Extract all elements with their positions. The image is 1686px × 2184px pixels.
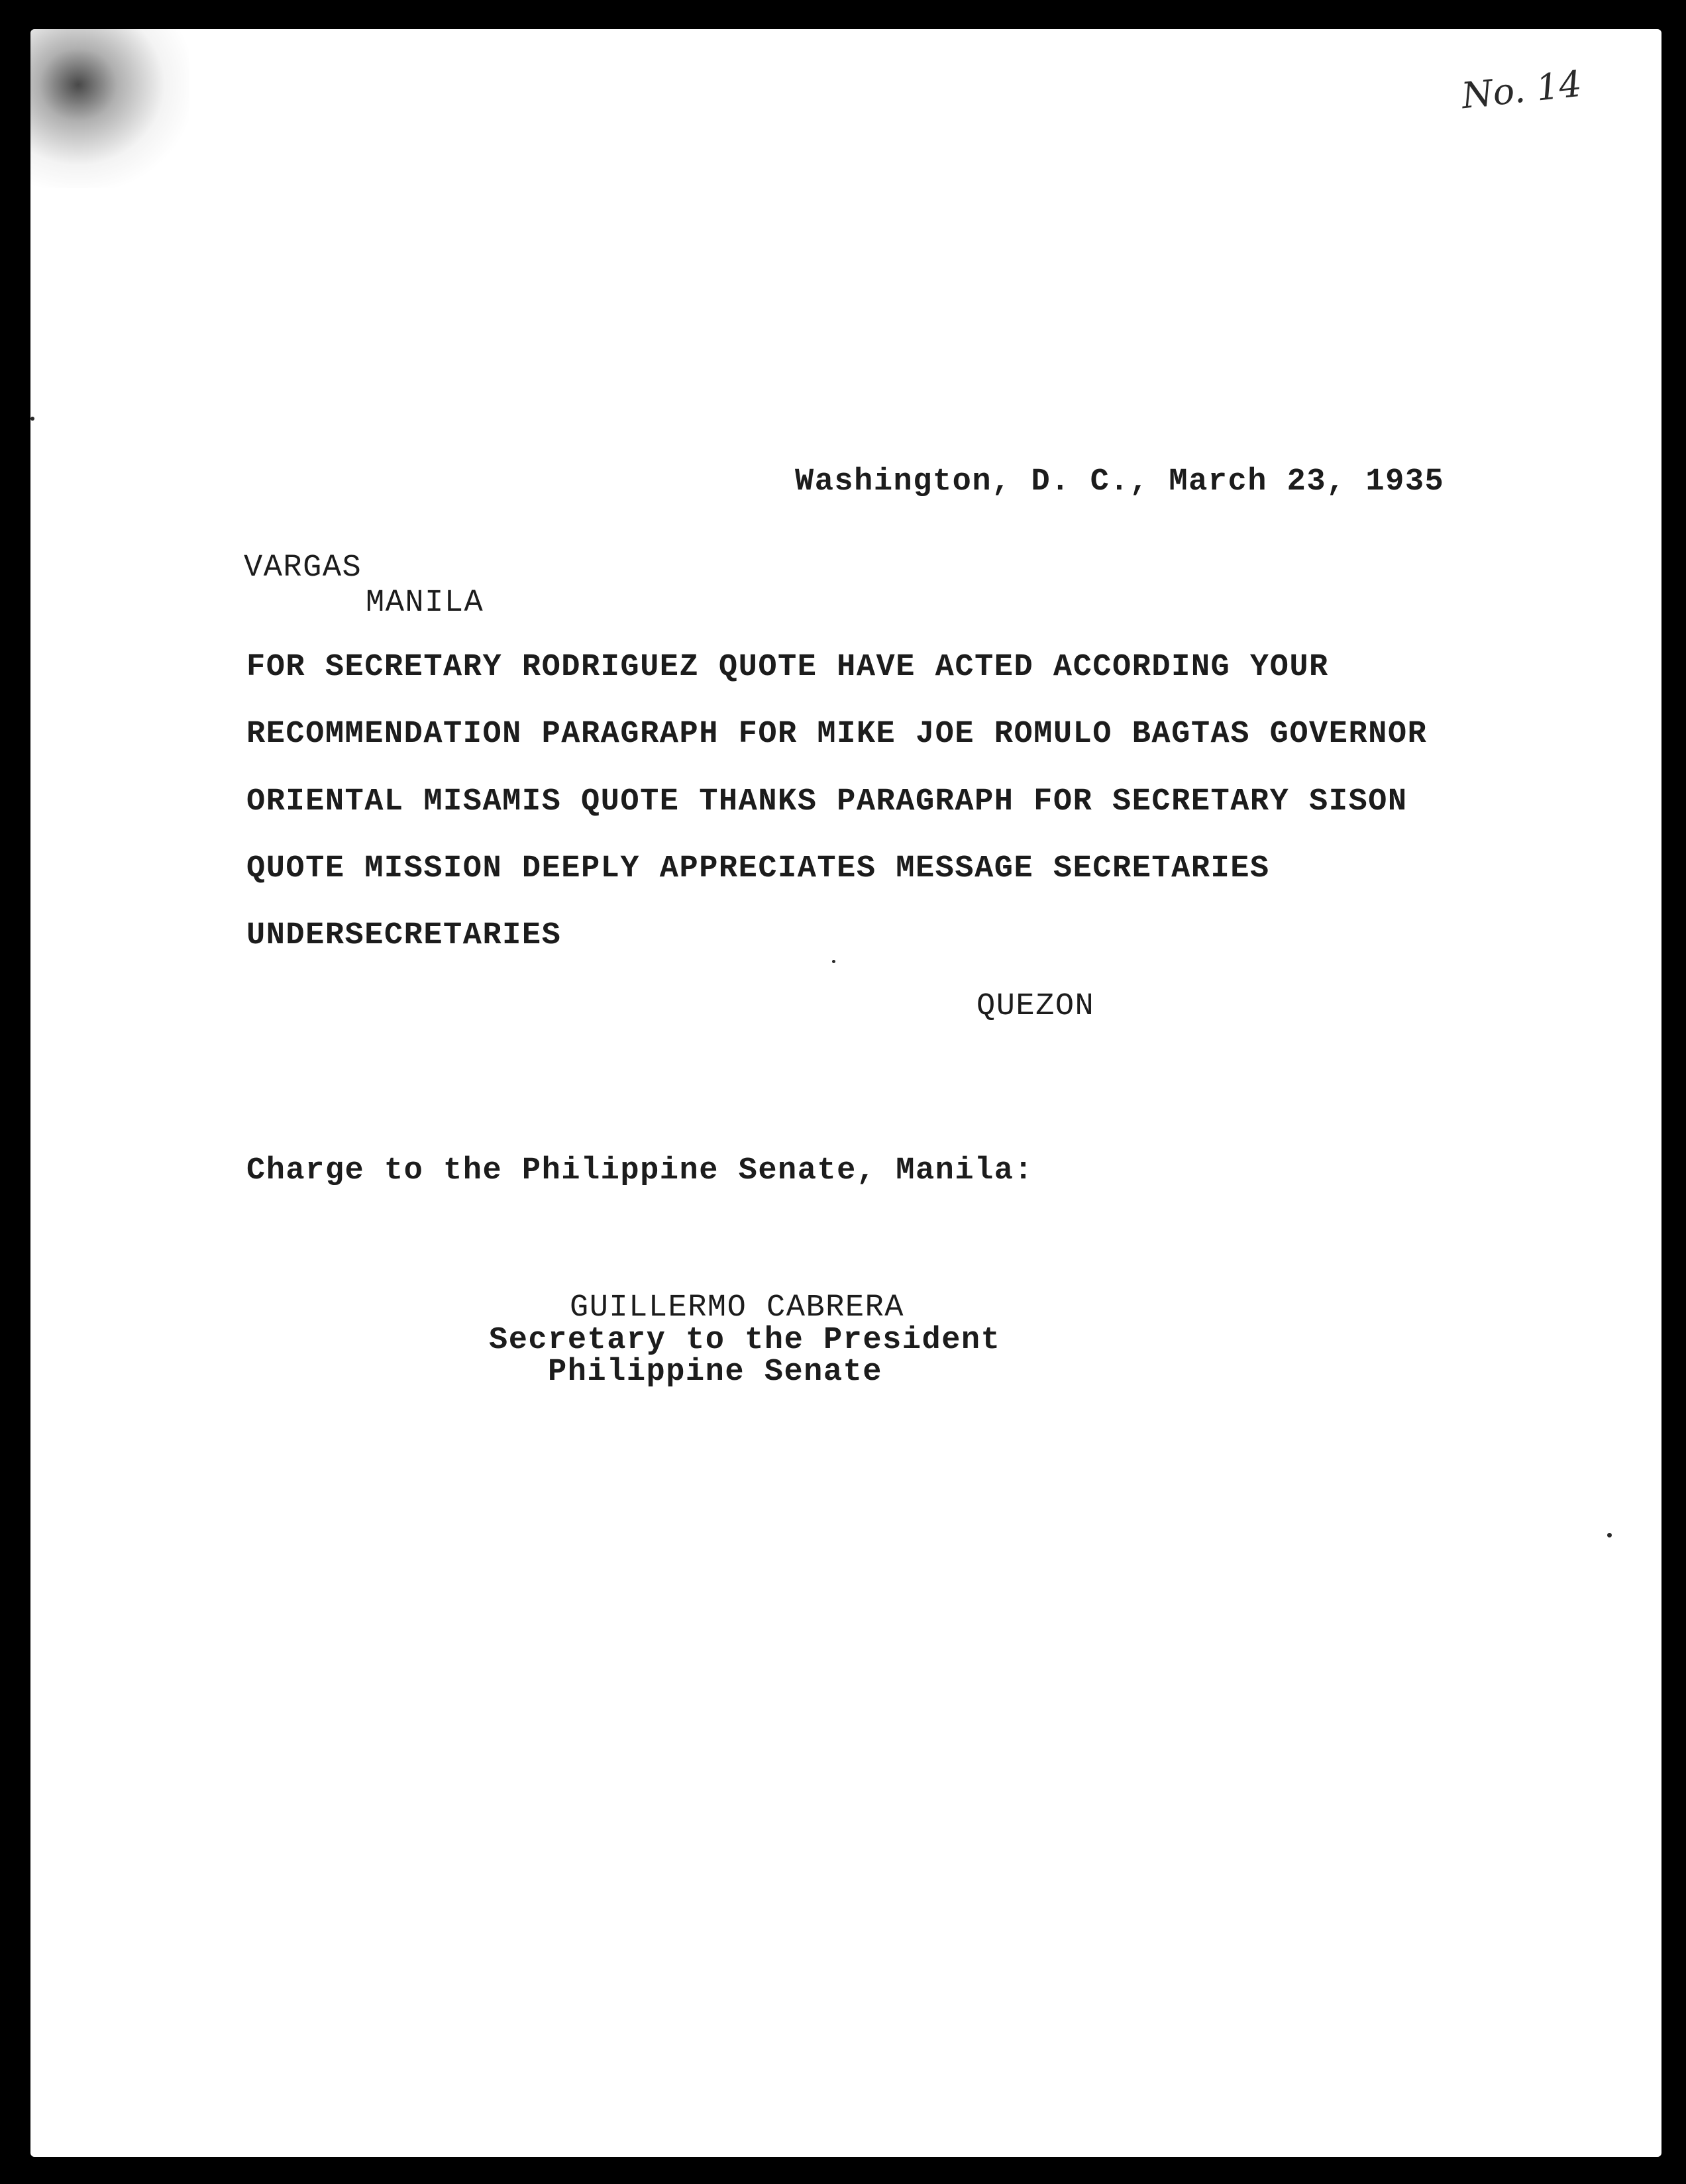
speck <box>30 417 34 421</box>
ink-smudge <box>30 29 189 188</box>
signature-organization: Philippine Senate <box>548 1355 882 1390</box>
handwritten-note: No. 14 <box>1459 62 1584 117</box>
signature-title: Secretary to the President <box>489 1323 1001 1358</box>
speck <box>832 960 835 963</box>
dateline: Washington, D. C., March 23, 1935 <box>795 464 1445 499</box>
body-line: ORIENTAL MISAMIS QUOTE THANKS PARAGRAPH FOR SECRETARY SISON <box>246 784 1408 819</box>
body-line: FOR SECRETARY RODRIGUEZ QUOTE HAVE ACTED ACCORDING YOUR <box>246 650 1329 685</box>
body-line: UNDERSECRETARIES <box>246 918 562 953</box>
addressee-city: MANILA <box>366 586 484 621</box>
document-page <box>30 29 1661 2157</box>
speck <box>1607 1533 1612 1537</box>
body-line: QUOTE MISSION DEEPLY APPRECIATES MESSAGE SECRETARIES <box>246 851 1270 886</box>
charge-line: Charge to the Philippine Senate, Manila: <box>246 1153 1034 1188</box>
body-line: RECOMMENDATION PARAGRAPH FOR MIKE JOE ROMULO BAGTAS GOVERNOR <box>246 717 1428 752</box>
addressee-name: VARGAS <box>244 550 362 586</box>
sender-name: QUEZON <box>976 989 1095 1024</box>
signature-name: GUILLERMO CABRERA <box>570 1290 904 1326</box>
